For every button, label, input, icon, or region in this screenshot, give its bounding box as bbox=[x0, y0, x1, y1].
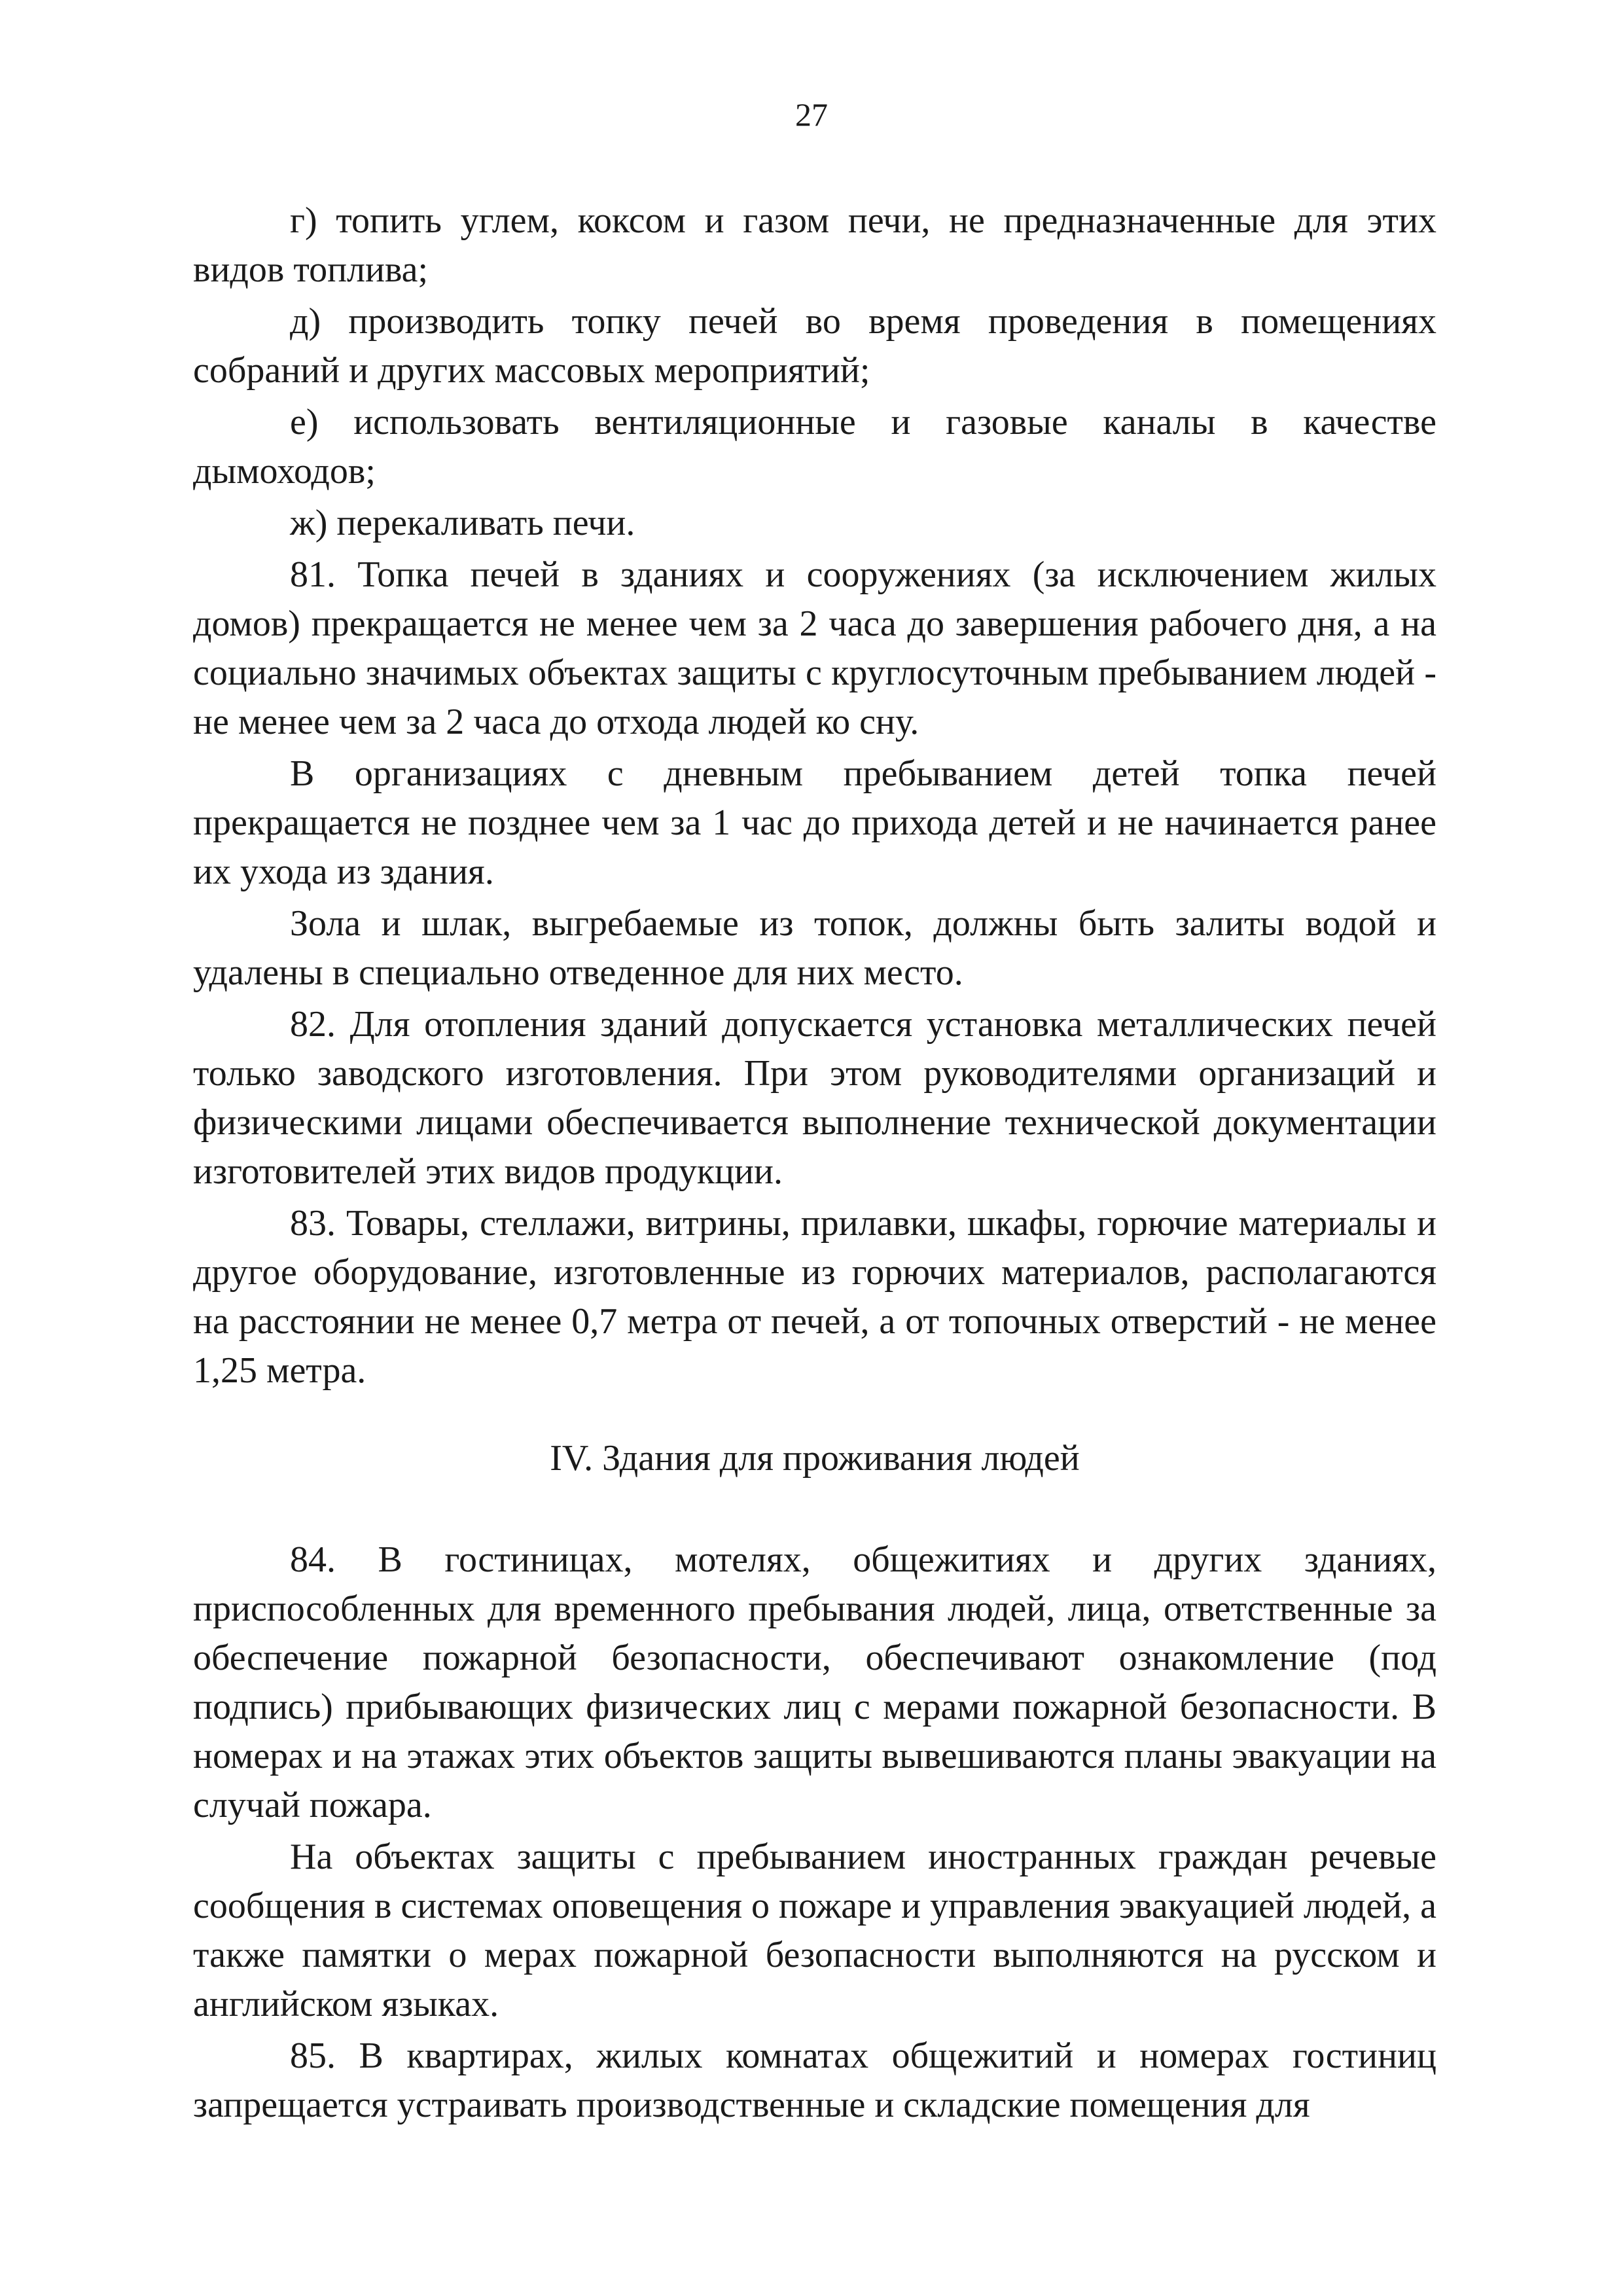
paragraph-84: 84. В гостиницах, мотелях, общежитиях и других зданиях, приспособленных для временного пребывания людей, лица, ответственные за обеспечение пожарной безопасности, обеспечивают ознакомление (под подпись) прибывающих физических лиц с мерами пожарной безопасности. В номерах и на этажах этих объектов защиты вывешиваются планы эвакуации на случай пожара. bbox=[193, 1539, 1436, 1825]
section-heading: IV. Здания для проживания людей bbox=[550, 1438, 1080, 1479]
paragraph-item-e: е) использовать вентиляционные и газовые каналы в качестве дымоходов; bbox=[193, 402, 1436, 492]
paragraph-81-ash: Зола и шлак, выгребаемые из топок, должны быть залиты водой и удалены в специально отведенное для них место. bbox=[193, 903, 1436, 993]
page-number: 27 bbox=[795, 96, 828, 133]
paragraph-81-children: В организациях с дневным пребыванием детей топка печей прекращается не позднее чем за 1 час до прихода детей и не начинается ранее их ухода из здания. bbox=[193, 753, 1436, 892]
paragraph-item-g: г) топить углем, коксом и газом печи, не предназначенные для этих видов топлива; bbox=[193, 200, 1436, 290]
document-body bbox=[193, 196, 1436, 2132]
paragraph-81: 81. Топка печей в зданиях и сооружениях (за исключением жилых домов) прекращается не менее чем за 2 часа до завершения рабочего дня, а на социально значимых объектах защиты с круглосуточным пребыванием людей - не менее чем за 2 часа до отхода людей ко сну. bbox=[193, 554, 1436, 742]
paragraph-83: 83. Товары, стеллажи, витрины, прилавки, шкафы, горючие материалы и другое оборудование, изготовленные из горючих материалов, располагаются на расстоянии не менее 0,7 метра от печей, а от топочных отверстий - не менее 1,25 метра. bbox=[193, 1203, 1436, 1391]
paragraph-item-zh: ж) перекаливать печи. bbox=[290, 503, 635, 543]
paragraph-85: 85. В квартирах, жилых комнатах общежитий и номерах гостиниц запрещается устраивать производственные и складские помещения для bbox=[193, 2036, 1436, 2125]
paragraph-82: 82. Для отопления зданий допускается установка металлических печей только заводского изготовления. При этом руководителями организаций и физическими лицами обеспечивается выполнение технической документации изготовителей этих видов продукции. bbox=[193, 1004, 1436, 1192]
paragraph-item-d: д) производить топку печей во время проведения в помещениях собраний и других массовых мероприятий; bbox=[193, 301, 1436, 391]
paragraph-84-foreign: На объектах защиты с пребыванием иностранных граждан речевые сообщения в системах оповещения о пожаре и управления эвакуацией людей, а также памятки о мерах пожарной безопасности выполняются на русском и английском языках. bbox=[193, 1837, 1436, 2024]
